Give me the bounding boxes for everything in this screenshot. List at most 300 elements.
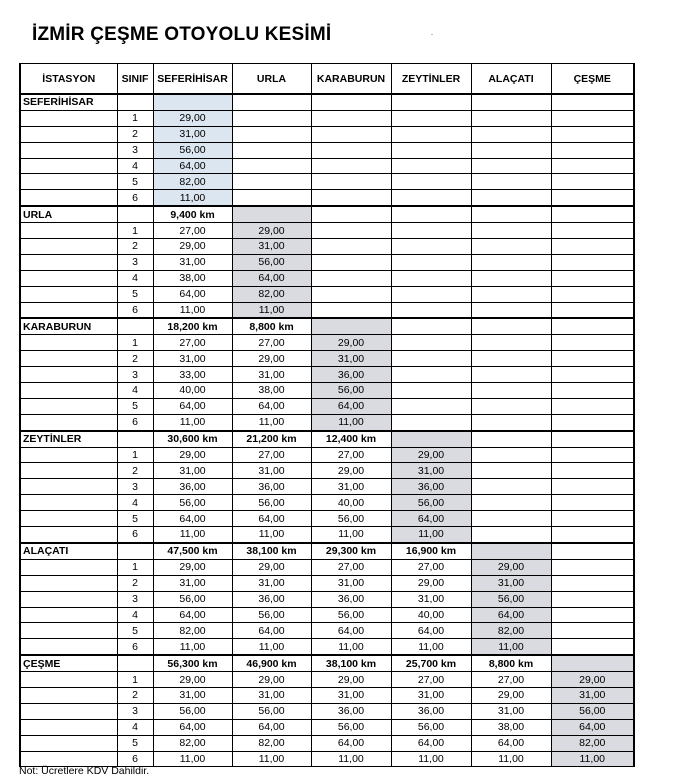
empty-cell [20,479,117,495]
empty-cell [551,239,634,255]
price-cell: 11,00 [311,639,391,655]
class-cell: 6 [117,190,153,206]
price-cell: 29,00 [391,447,471,463]
header-cesme: ÇEŞME [551,64,634,95]
price-cell: 82,00 [232,286,311,302]
empty-cell [232,174,311,190]
price-cell: 56,00 [232,254,311,270]
empty-cell [311,223,391,239]
class-cell: 2 [117,575,153,591]
empty-cell [20,398,117,414]
empty-cell [117,318,153,334]
empty-cell [153,94,232,110]
price-cell: 11,00 [311,414,391,430]
price-cell: 11,00 [232,751,311,767]
price-cell: 27,00 [311,447,391,463]
empty-cell [471,239,551,255]
table-row [20,398,634,414]
empty-cell [551,398,634,414]
price-cell: 64,00 [153,607,232,623]
empty-cell [551,511,634,527]
empty-cell [551,559,634,575]
price-cell: 31,00 [153,575,232,591]
price-cell: 11,00 [391,751,471,767]
table-row [20,142,634,158]
price-cell: 11,00 [391,639,471,655]
empty-cell [20,270,117,286]
empty-cell [551,206,634,222]
empty-cell [311,158,391,174]
empty-cell [311,286,391,302]
price-cell: 40,00 [391,607,471,623]
class-cell: 3 [117,367,153,383]
empty-cell [551,94,634,110]
distance-cell: 16,900 km [391,543,471,559]
price-cell: 64,00 [311,398,391,414]
station-name: URLA [20,206,117,222]
header-urla: URLA [232,64,311,95]
empty-cell [311,318,391,334]
price-cell: 31,00 [232,463,311,479]
empty-cell [471,543,551,559]
price-cell: 11,00 [311,527,391,543]
table-row [20,639,634,655]
empty-cell [391,302,471,318]
price-cell: 11,00 [153,302,232,318]
empty-cell [20,174,117,190]
price-cell: 36,00 [311,367,391,383]
empty-cell [20,639,117,655]
price-cell: 64,00 [153,511,232,527]
class-cell: 4 [117,607,153,623]
class-cell: 1 [117,447,153,463]
empty-cell [311,126,391,142]
price-cell: 64,00 [153,158,232,174]
footnote: Not: Ücretlere KDV Dahildir. [19,765,150,777]
empty-cell [20,735,117,751]
empty-cell [117,206,153,222]
empty-cell [551,351,634,367]
empty-cell [551,126,634,142]
table-row [20,270,634,286]
table-row [20,495,634,511]
price-cell: 56,00 [232,703,311,719]
empty-cell [391,158,471,174]
empty-cell [391,431,471,447]
distance-cell: 38,100 km [311,655,391,671]
price-cell: 36,00 [232,591,311,607]
price-cell: 11,00 [551,751,634,767]
price-cell: 31,00 [232,687,311,703]
price-cell: 29,00 [153,672,232,688]
empty-cell [471,206,551,222]
class-cell: 4 [117,383,153,399]
price-cell: 29,00 [471,687,551,703]
empty-cell [20,495,117,511]
empty-cell [551,302,634,318]
empty-cell [117,94,153,110]
header-row [20,64,634,95]
empty-cell [551,270,634,286]
price-cell: 56,00 [311,719,391,735]
empty-cell [311,142,391,158]
header-seferihisar: SEFERİHİSAR [153,64,232,95]
empty-cell [20,575,117,591]
distance-cell: 30,600 km [153,431,232,447]
price-cell: 64,00 [471,607,551,623]
price-cell: 36,00 [153,479,232,495]
toll-table [19,63,635,767]
price-cell: 64,00 [391,511,471,527]
empty-cell [232,190,311,206]
price-cell: 56,00 [153,142,232,158]
price-cell: 29,00 [311,672,391,688]
empty-cell [471,158,551,174]
empty-cell [551,414,634,430]
empty-cell [20,158,117,174]
empty-cell [551,575,634,591]
empty-cell [551,639,634,655]
price-cell: 27,00 [153,335,232,351]
table-row [20,479,634,495]
price-cell: 31,00 [232,575,311,591]
empty-cell [311,254,391,270]
class-cell: 6 [117,527,153,543]
empty-cell [471,447,551,463]
empty-cell [20,302,117,318]
table-row [20,190,634,206]
empty-cell [551,335,634,351]
distance-cell: 29,300 km [311,543,391,559]
empty-cell [20,719,117,735]
station-name: ALAÇATI [20,543,117,559]
empty-cell [391,351,471,367]
table-row [20,703,634,719]
empty-cell [391,318,471,334]
header-alacati: ALAÇATI [471,64,551,95]
station-row [20,94,634,110]
class-cell: 5 [117,623,153,639]
class-cell: 3 [117,479,153,495]
empty-cell [471,270,551,286]
price-cell: 31,00 [153,351,232,367]
price-cell: 31,00 [232,239,311,255]
price-cell: 31,00 [153,254,232,270]
price-cell: 36,00 [232,479,311,495]
price-cell: 29,00 [391,575,471,591]
price-cell: 11,00 [153,639,232,655]
empty-cell [551,479,634,495]
empty-cell [551,254,634,270]
price-cell: 31,00 [153,687,232,703]
empty-cell [20,190,117,206]
price-cell: 56,00 [153,703,232,719]
empty-cell [471,223,551,239]
empty-cell [20,239,117,255]
class-cell: 3 [117,703,153,719]
empty-cell [20,351,117,367]
empty-cell [551,607,634,623]
empty-cell [471,527,551,543]
empty-cell [391,383,471,399]
class-cell: 1 [117,672,153,688]
distance-cell: 46,900 km [232,655,311,671]
header-zeytinler: ZEYTİNLER [391,64,471,95]
class-cell: 4 [117,158,153,174]
empty-cell [20,335,117,351]
empty-cell [311,302,391,318]
empty-cell [311,174,391,190]
empty-cell [551,495,634,511]
price-cell: 64,00 [311,735,391,751]
empty-cell [20,703,117,719]
price-cell: 29,00 [232,223,311,239]
class-cell: 2 [117,351,153,367]
station-name: ÇEŞME [20,655,117,671]
price-cell: 36,00 [311,703,391,719]
empty-cell [471,414,551,430]
empty-cell [117,431,153,447]
empty-cell [391,142,471,158]
class-cell: 2 [117,687,153,703]
empty-cell [232,158,311,174]
table-row [20,223,634,239]
table-row [20,414,634,430]
empty-cell [20,383,117,399]
distance-cell: 8,800 km [471,655,551,671]
price-cell: 29,00 [232,559,311,575]
price-cell: 29,00 [153,239,232,255]
station-name: SEFERİHİSAR [20,94,117,110]
empty-cell [471,511,551,527]
empty-cell [551,286,634,302]
table-row [20,559,634,575]
empty-cell [391,398,471,414]
empty-cell [232,110,311,126]
empty-cell [20,110,117,126]
empty-cell [471,318,551,334]
empty-cell [232,126,311,142]
empty-cell [551,591,634,607]
empty-cell [20,447,117,463]
price-cell: 27,00 [391,559,471,575]
station-row [20,206,634,222]
empty-cell [391,335,471,351]
distance-cell: 18,200 km [153,318,232,334]
class-cell: 4 [117,719,153,735]
empty-cell [551,223,634,239]
price-cell: 82,00 [551,735,634,751]
table-row [20,511,634,527]
class-cell: 5 [117,398,153,414]
price-cell: 40,00 [153,383,232,399]
price-cell: 64,00 [232,623,311,639]
table-row [20,527,634,543]
empty-cell [20,672,117,688]
empty-cell [20,142,117,158]
price-cell: 38,00 [232,383,311,399]
price-cell: 29,00 [232,351,311,367]
empty-cell [551,463,634,479]
price-cell: 64,00 [232,719,311,735]
class-cell: 5 [117,735,153,751]
empty-cell [20,223,117,239]
empty-cell [20,126,117,142]
empty-cell [471,254,551,270]
distance-cell: 38,100 km [232,543,311,559]
empty-cell [551,431,634,447]
price-cell: 82,00 [153,174,232,190]
class-cell: 3 [117,591,153,607]
empty-cell [20,286,117,302]
price-cell: 11,00 [153,414,232,430]
table-body [20,94,634,767]
header-sinif: SINIF [117,64,153,95]
decorative-dot [431,34,433,35]
price-cell: 11,00 [232,302,311,318]
price-cell: 82,00 [232,735,311,751]
price-cell: 11,00 [153,751,232,767]
price-cell: 64,00 [232,270,311,286]
empty-cell [391,254,471,270]
price-cell: 29,00 [471,559,551,575]
price-cell: 11,00 [471,639,551,655]
empty-cell [471,302,551,318]
price-cell: 56,00 [551,703,634,719]
empty-cell [471,174,551,190]
class-cell: 2 [117,463,153,479]
table-row [20,158,634,174]
empty-cell [471,479,551,495]
class-cell: 2 [117,239,153,255]
price-cell: 31,00 [232,367,311,383]
price-cell: 29,00 [153,447,232,463]
class-cell: 6 [117,302,153,318]
table-row [20,591,634,607]
price-cell: 56,00 [153,591,232,607]
table-row [20,463,634,479]
empty-cell [311,206,391,222]
table-row [20,623,634,639]
price-cell: 27,00 [232,447,311,463]
price-cell: 56,00 [311,511,391,527]
empty-cell [551,174,634,190]
empty-cell [391,174,471,190]
table-row [20,447,634,463]
price-cell: 82,00 [471,623,551,639]
distance-cell: 12,400 km [311,431,391,447]
price-cell: 27,00 [391,672,471,688]
distance-cell: 21,200 km [232,431,311,447]
header-istasyon: İSTASYON [20,64,117,95]
station-row [20,543,634,559]
class-cell: 1 [117,110,153,126]
table-row [20,174,634,190]
empty-cell [391,126,471,142]
station-name: ZEYTİNLER [20,431,117,447]
price-cell: 11,00 [311,751,391,767]
station-row [20,318,634,334]
empty-cell [391,286,471,302]
class-cell: 6 [117,639,153,655]
empty-cell [471,351,551,367]
price-cell: 56,00 [471,591,551,607]
empty-cell [551,383,634,399]
price-cell: 31,00 [311,479,391,495]
empty-cell [471,126,551,142]
empty-cell [471,190,551,206]
price-cell: 27,00 [153,223,232,239]
price-cell: 29,00 [232,672,311,688]
table-row [20,735,634,751]
price-cell: 31,00 [471,575,551,591]
empty-cell [551,142,634,158]
price-cell: 64,00 [153,719,232,735]
class-cell: 5 [117,286,153,302]
class-cell: 4 [117,270,153,286]
class-cell: 5 [117,174,153,190]
price-cell: 29,00 [153,559,232,575]
price-cell: 29,00 [551,672,634,688]
price-cell: 36,00 [311,591,391,607]
price-cell: 64,00 [153,398,232,414]
class-cell: 1 [117,335,153,351]
price-cell: 56,00 [311,383,391,399]
price-cell: 29,00 [311,335,391,351]
price-cell: 36,00 [391,479,471,495]
empty-cell [551,527,634,543]
empty-cell [391,94,471,110]
table-row [20,335,634,351]
price-cell: 29,00 [153,110,232,126]
empty-cell [471,94,551,110]
empty-cell [551,655,634,671]
empty-cell [471,398,551,414]
class-cell: 1 [117,559,153,575]
empty-cell [551,158,634,174]
price-cell: 64,00 [311,623,391,639]
table-row [20,383,634,399]
price-cell: 56,00 [391,719,471,735]
price-cell: 27,00 [232,335,311,351]
empty-cell [471,367,551,383]
empty-cell [471,142,551,158]
empty-cell [471,495,551,511]
price-cell: 31,00 [391,687,471,703]
empty-cell [551,623,634,639]
empty-cell [20,687,117,703]
empty-cell [551,318,634,334]
empty-cell [391,414,471,430]
empty-cell [471,431,551,447]
empty-cell [551,190,634,206]
price-cell: 40,00 [311,495,391,511]
empty-cell [471,383,551,399]
table-row [20,254,634,270]
price-cell: 11,00 [391,527,471,543]
table-row [20,302,634,318]
price-cell: 31,00 [551,687,634,703]
empty-cell [551,447,634,463]
price-cell: 56,00 [391,495,471,511]
empty-cell [391,270,471,286]
price-cell: 64,00 [391,623,471,639]
price-cell: 82,00 [153,735,232,751]
price-cell: 27,00 [471,672,551,688]
price-cell: 64,00 [232,511,311,527]
class-cell: 4 [117,495,153,511]
empty-cell [311,239,391,255]
